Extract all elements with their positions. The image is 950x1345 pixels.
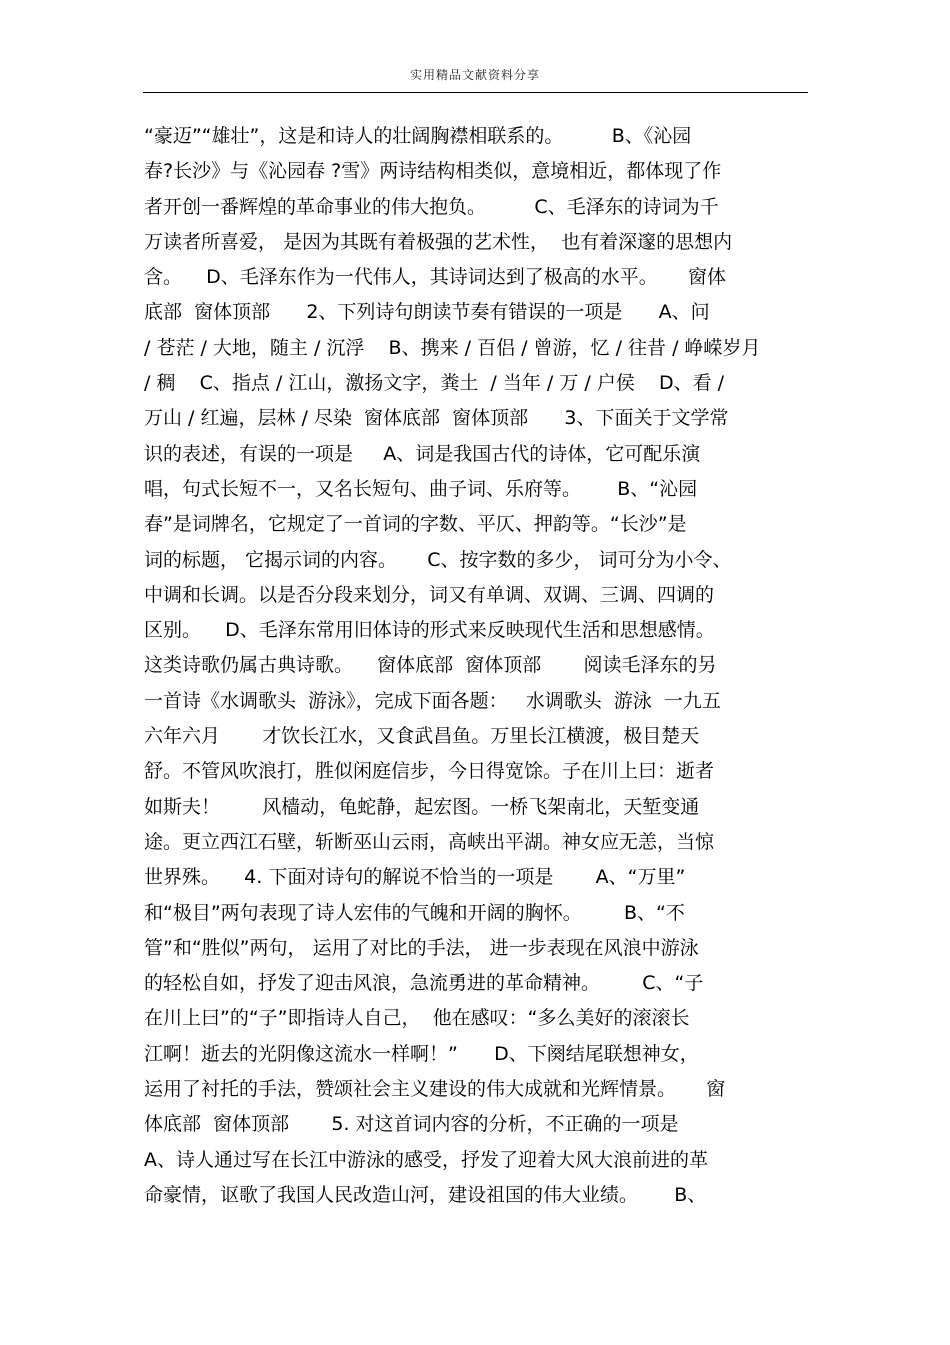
text-line: 的轻松自如，抒发了迎击风浪，急流勇进的革命精神。 C、“子: [144, 972, 704, 995]
text-line: 春?长沙》与《沁园春 ?雪》两诗结构相类似，意境相近，都体现了作: [144, 160, 722, 183]
text-line: 江啊！逝去的光阴像这流水一样啊！” D、下阕结尾联想神女，: [144, 1042, 699, 1065]
text-line: / 稠 C、指点 / 江山，激扬文字，粪土 / 当年 / 万 / 户侯 D、看 /: [144, 372, 725, 395]
page-header-title: 实用精品文献资料分享: [409, 68, 540, 82]
text-line: A、诗人通过写在长江中游泳的感受，抒发了迎着大风大浪前进的革: [144, 1148, 708, 1171]
text-line: 春”是词牌名，它规定了一首词的字数、平仄、押韵等。“长沙”是: [144, 513, 687, 536]
text-line: 含。 D、毛泽东作为一代伟人，其诗词达到了极高的水平。 窗体: [144, 266, 726, 289]
text-line: 舒。不管风吹浪打，胜似闲庭信步，今日得宽馀。子在川上曰：逝者: [144, 760, 715, 783]
text-line: 途。更立西江石壁，斩断巫山云雨，高峡出平湖。神女应无恙，当惊: [144, 830, 715, 853]
text-line: 和“极目”两句表现了诗人宏伟的气魄和开阔的胸怀。 B、“不: [144, 901, 685, 924]
text-line: 万山 / 红遍，层林 / 尽染 窗体底部 窗体顶部 3、下面关于文学常: [144, 407, 729, 430]
text-line: 世界殊。 4. 下面对诗句的解说不恰当的一项是 A、“万里”: [144, 866, 686, 889]
text-line: 者开创一番辉煌的革命事业的伟大抱负。 C、毛泽东的诗词为千: [144, 195, 719, 218]
text-line: 底部 窗体顶部 2、下列诗句朗读节奏有错误的一项是 A、问: [144, 301, 710, 324]
header-divider: [143, 92, 808, 93]
text-line: 运用了衬托的手法，赞颂社会主义建设的伟大成就和光辉情景。 窗: [144, 1078, 726, 1101]
text-line: 在川上曰”的“子”即指诗人自己， 他在感叹：“多么美好的滚滚长: [144, 1007, 690, 1030]
text-line: “豪迈”“雄壮”，这是和诗人的壮阔胸襟相联系的。 B、《沁园: [144, 125, 692, 147]
text-line: 如斯夫！ 风樯动，龟蛇静，起宏图。一桥飞架南北，天堑变通: [144, 795, 700, 818]
text-line: 唱，句式长短不一，又名长短句、曲子词、乐府等。 B、“沁园: [144, 477, 698, 500]
text-line: 六年六月 才饮长江水，又食武昌鱼。万里长江横渡，极目楚天: [144, 725, 700, 748]
text-line: / 苍茫 / 大地，随主 / 沉浮 B、携来 / 百侣 / 曾游，忆 / 往昔 / 峥嵘岁月: [144, 336, 761, 359]
text-line: 中调和长调。以是否分段来划分，词又有单调、双调、三调、四调的: [144, 583, 715, 606]
text-line: 这类诗歌仍属古典诗歌。 窗体底部 窗体顶部 阅读毛泽东的另: [144, 654, 717, 677]
document-body: [144, 119, 814, 1213]
text-line: 体底部 窗体顶部 5. 对这首词内容的分析，不正确的一项是: [144, 1113, 679, 1136]
text-line: 词的标题， 它揭示词的内容。 C、按字数的多少， 词可分为小令、: [144, 548, 732, 571]
text-line: 管”和“胜似”两句， 运用了对比的手法， 进一步表现在风浪中游泳: [144, 936, 699, 959]
text-line: 命豪情，讴歌了我国人民改造山河，建设祖国的伟大业绩。 B、: [144, 1183, 707, 1206]
text-line: 一首诗《水调歌头 游泳》，完成下面各题： 水调歌头 游泳 一九五: [144, 689, 721, 712]
text-line: 识的表述，有误的一项是 A、词是我国古代的诗体，它可配乐演: [144, 442, 701, 465]
text-line: 区别。 D、毛泽东常用旧体诗的形式来反映现代生活和思想感情。: [144, 619, 715, 642]
text-line: 万读者所喜爱， 是因为其既有着极强的艺术性， 也有着深邃的思想内: [144, 230, 733, 253]
